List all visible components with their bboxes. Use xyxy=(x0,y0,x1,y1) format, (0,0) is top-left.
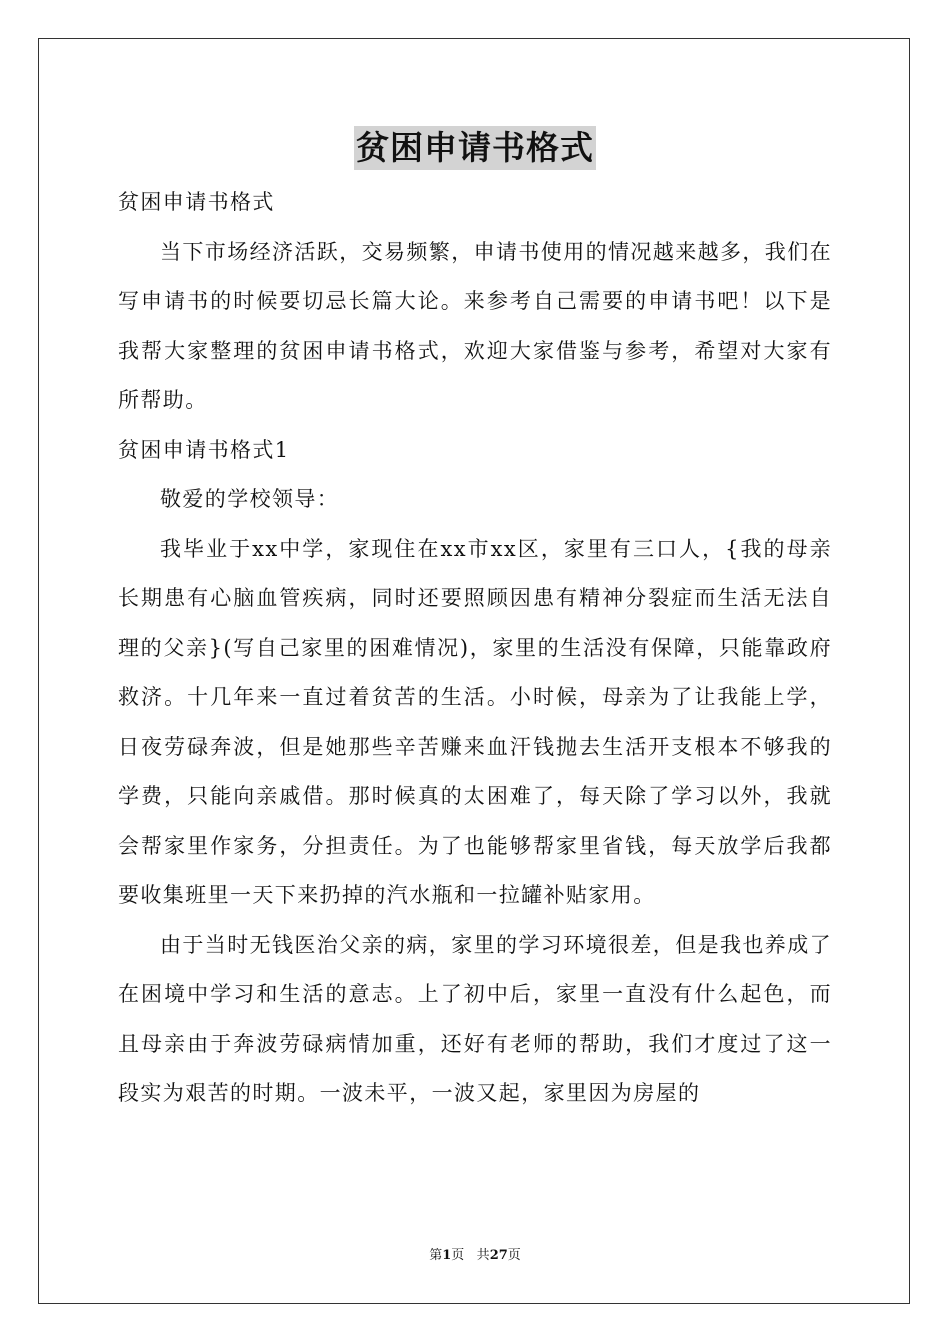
footer-total-prefix: 共 xyxy=(476,1248,490,1263)
footer-page-number: 1 xyxy=(442,1248,452,1263)
document-title: 贫困申请书格式 xyxy=(354,126,596,170)
paragraph: 敬爱的学校领导： xyxy=(160,487,340,511)
paragraph: 由于当时无钱医治父亲的病，家里的学习环境很差，但是我也养成了在困境中学习和生活的意志。上了初中后，家里一直没有什么起色，而且母亲由于奔波劳碌病情加重，还好有老师的帮助，我们才度过了这一段实为艰苦的时期。一波未平，一波又起，家里因为房屋的 xyxy=(118,932,832,1105)
paragraph: 我毕业于xx中学，家现住在xx市xx区，家里有三口人，{我的母亲长期患有心脑血管疾病，同时还要照顾因患有精神分裂症而生活无法自理的父亲}(写自己家里的困难情况)，家里的生活没有保障，只能靠政府救济。十几年来一直过着贫苦的生活。小时候，母亲为了让我能上学，日夜劳碌奔波，但是她那些辛苦赚来血汗钱抛去生活开支根本不够我的学费，只能向亲戚借。那时候真的太困难了，每天除了学习以外，我就会帮家里作家务，分担责任。为了也能够帮家里省钱，每天放学后我都要收集班里一天下来扔掉的汽水瓶和一拉罐补贴家用。 xyxy=(118,536,832,907)
page-footer xyxy=(0,1247,950,1265)
title-container xyxy=(0,126,950,170)
document-body xyxy=(118,178,832,1119)
footer-page-unit: 页 xyxy=(451,1248,465,1263)
footer-prefix: 第 xyxy=(429,1248,443,1263)
footer-total-unit: 页 xyxy=(507,1248,521,1263)
paragraph: 贫困申请书格式1 xyxy=(118,437,290,462)
footer-total-pages: 27 xyxy=(489,1248,508,1263)
paragraph: 当下市场经济活跃，交易频繁，申请书使用的情况越来越多，我们在写申请书的时候要切忌长篇大论。来参考自己需要的申请书吧！以下是我帮大家整理的贫困申请书格式，欢迎大家借鉴与参考，希望对大家有所帮助。 xyxy=(118,239,832,412)
paragraph: 贫困申请书格式 xyxy=(118,190,275,214)
